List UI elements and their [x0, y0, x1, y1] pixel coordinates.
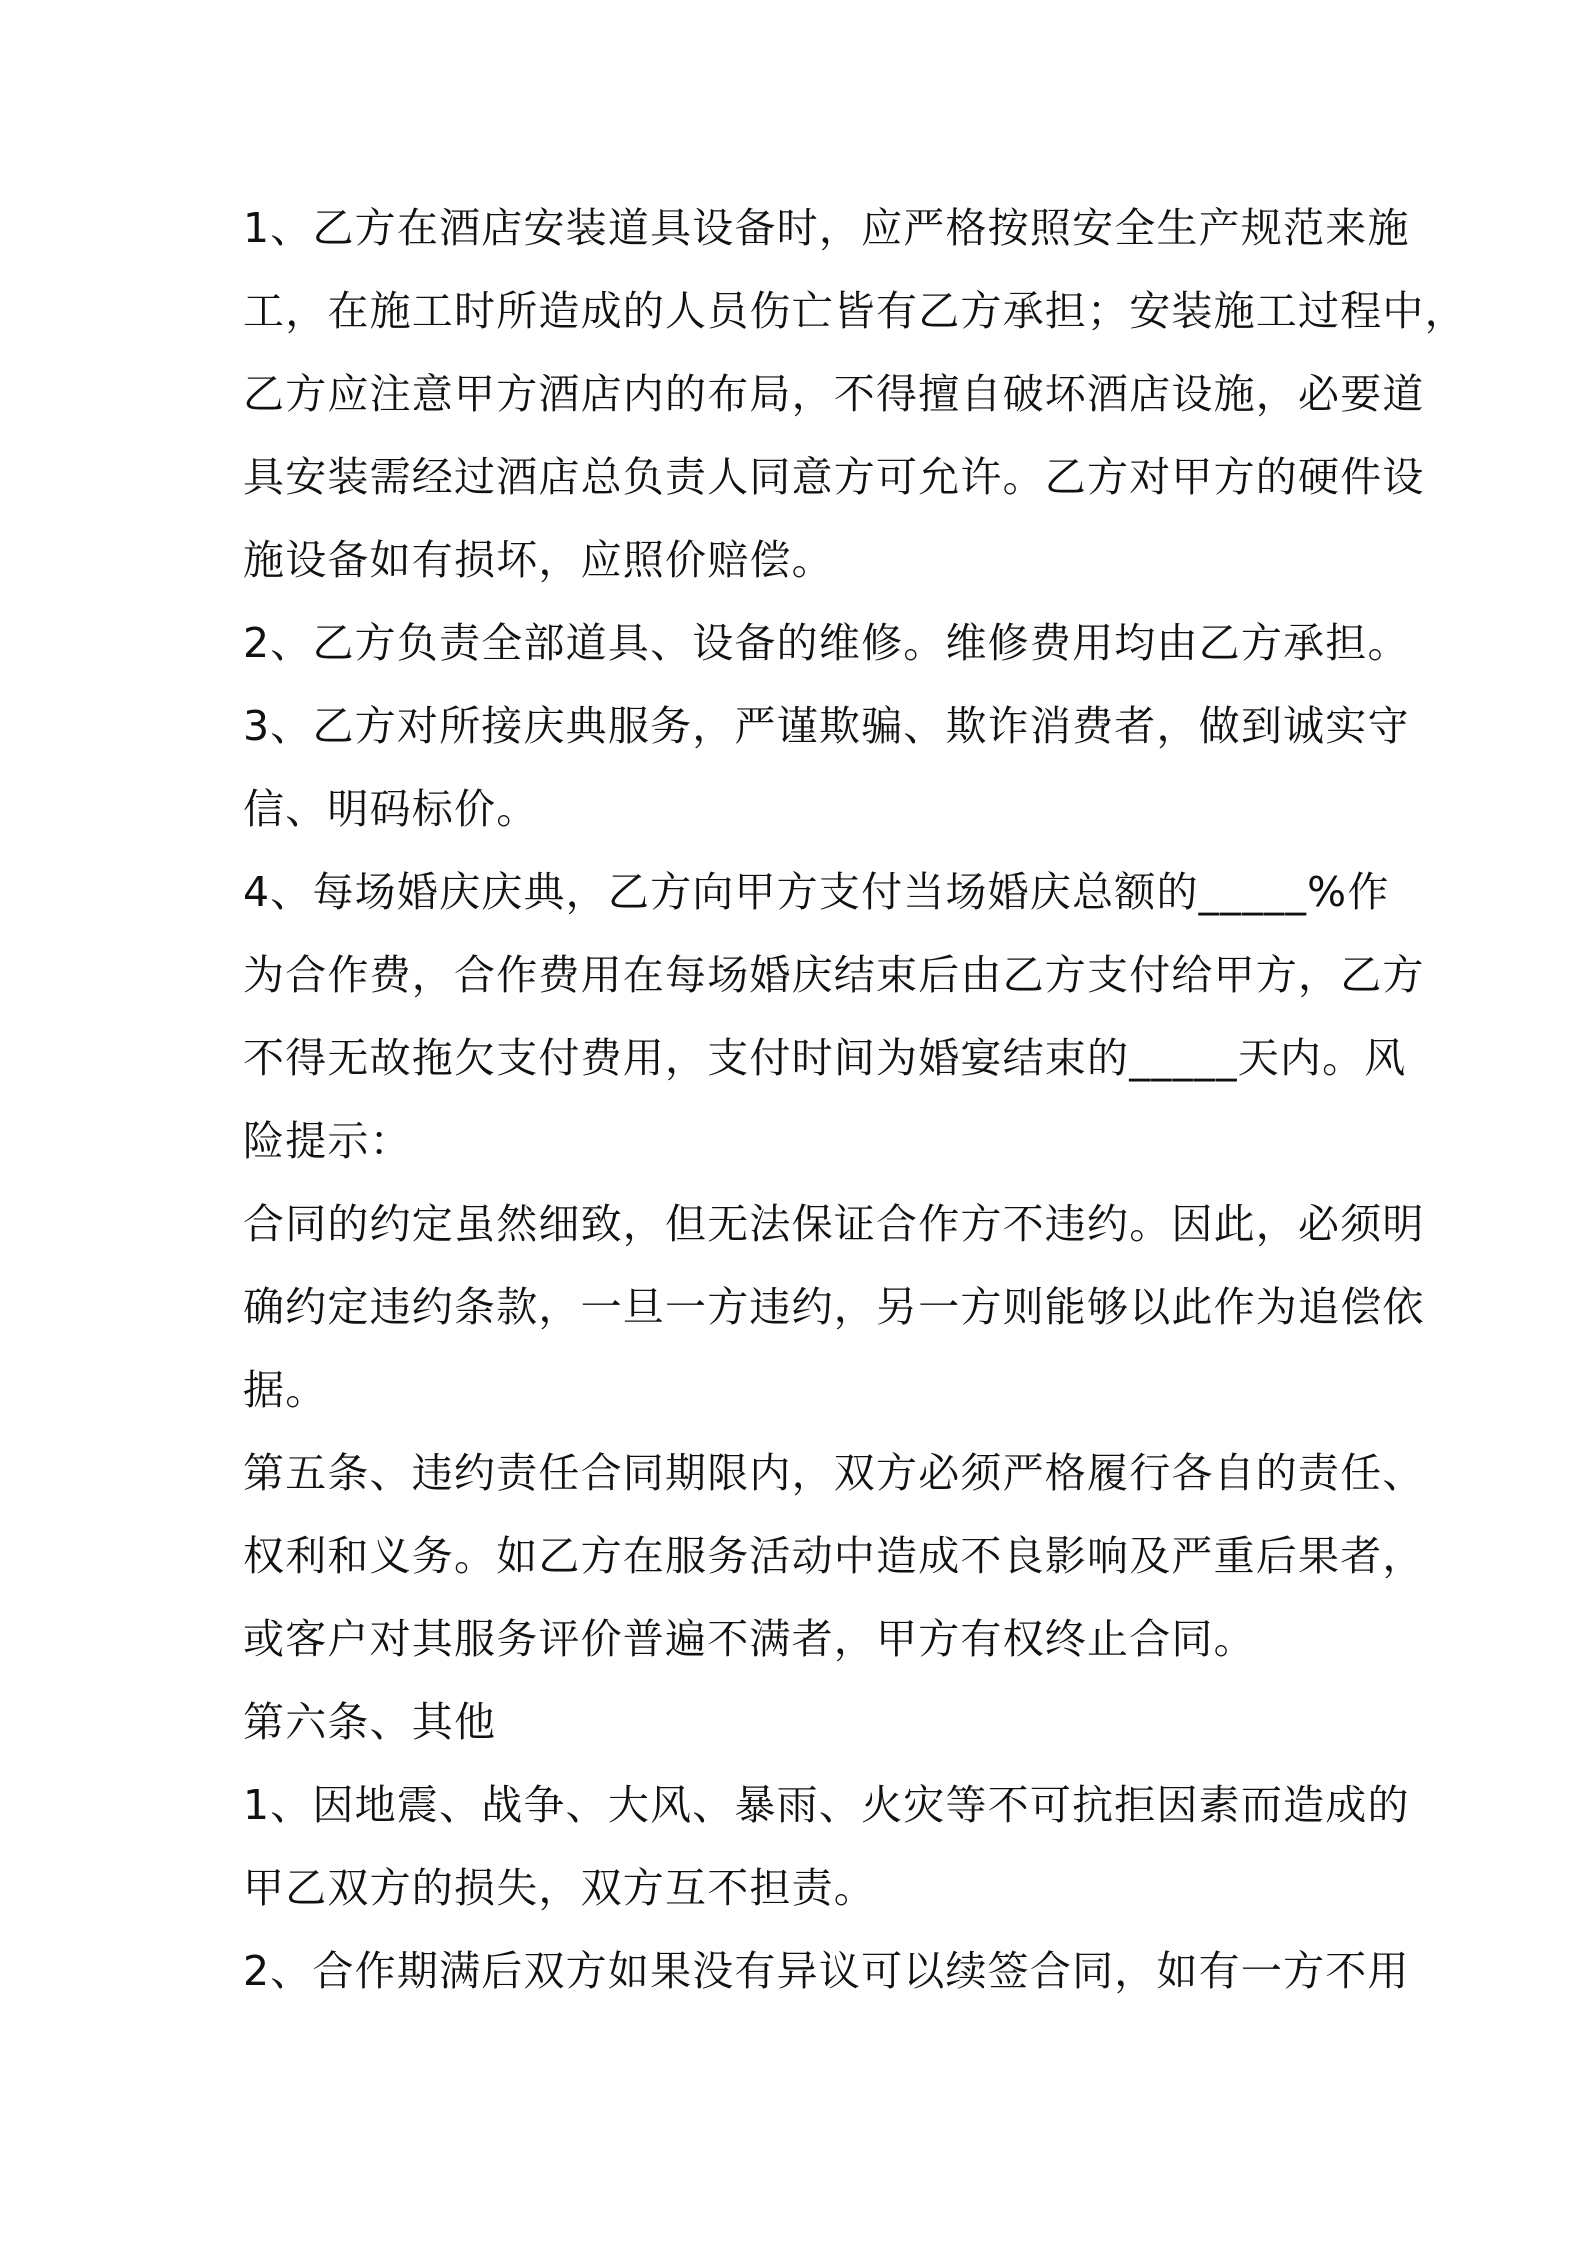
text-line: 确约定违约条款，一旦一方违约，另一方则能够以此作为追偿依: [243, 1283, 1425, 1331]
text-line: 1、乙方在酒店安装道具设备时，应严格按照安全生产规范来施: [243, 204, 1410, 252]
text-line: 2、乙方负责全部道具、设备的维修。维修费用均由乙方承担。: [243, 619, 1410, 667]
text-line: 据。: [243, 1366, 328, 1414]
text-line: 4、每场婚庆庆典，乙方向甲方支付当场婚庆总额的_____%作: [243, 868, 1390, 916]
text-line: 第五条、违约责任合同期限内，双方必须严格履行各自的责任、: [243, 1449, 1425, 1497]
text-line: 或客户对其服务评价普遍不满者，甲方有权终止合同。: [243, 1615, 1256, 1663]
text-line: 不得无故拖欠支付费用，支付时间为婚宴结束的_____天内。风: [243, 1034, 1407, 1082]
text-line: 险提示：: [243, 1117, 412, 1165]
text-line: 第六条、其他: [243, 1698, 497, 1746]
text-line: 施设备如有损坏，应照价赔偿。: [243, 536, 834, 584]
text-line: 具安装需经过酒店总负责人同意方可允许。乙方对甲方的硬件设: [243, 453, 1425, 501]
text-line: 乙方应注意甲方酒店内的布局，不得擅自破坏酒店设施，必要道: [243, 370, 1425, 418]
text-line: 2、合作期满后双方如果没有异议可以续签合同，如有一方不用: [243, 1947, 1410, 1995]
text-line: 工，在施工时所造成的人员伤亡皆有乙方承担；安装施工过程中，: [243, 287, 1467, 335]
text-line: 为合作费，合作费用在每场婚庆结束后由乙方支付给甲方，乙方: [243, 951, 1425, 999]
text-line: 3、乙方对所接庆典服务，严谨欺骗、欺诈消费者，做到诚实守: [243, 702, 1410, 750]
text-line: 甲乙双方的损失，双方互不担责。: [243, 1864, 876, 1912]
text-line: 1、因地震、战争、大风、暴雨、火灾等不可抗拒因素而造成的: [243, 1781, 1410, 1829]
text-line: 权利和义务。如乙方在服务活动中造成不良影响及严重后果者，: [243, 1532, 1425, 1580]
text-line: 信、明码标价。: [243, 785, 539, 833]
text-line: 合同的约定虽然细致，但无法保证合作方不违约。因此，必须明: [243, 1200, 1425, 1248]
